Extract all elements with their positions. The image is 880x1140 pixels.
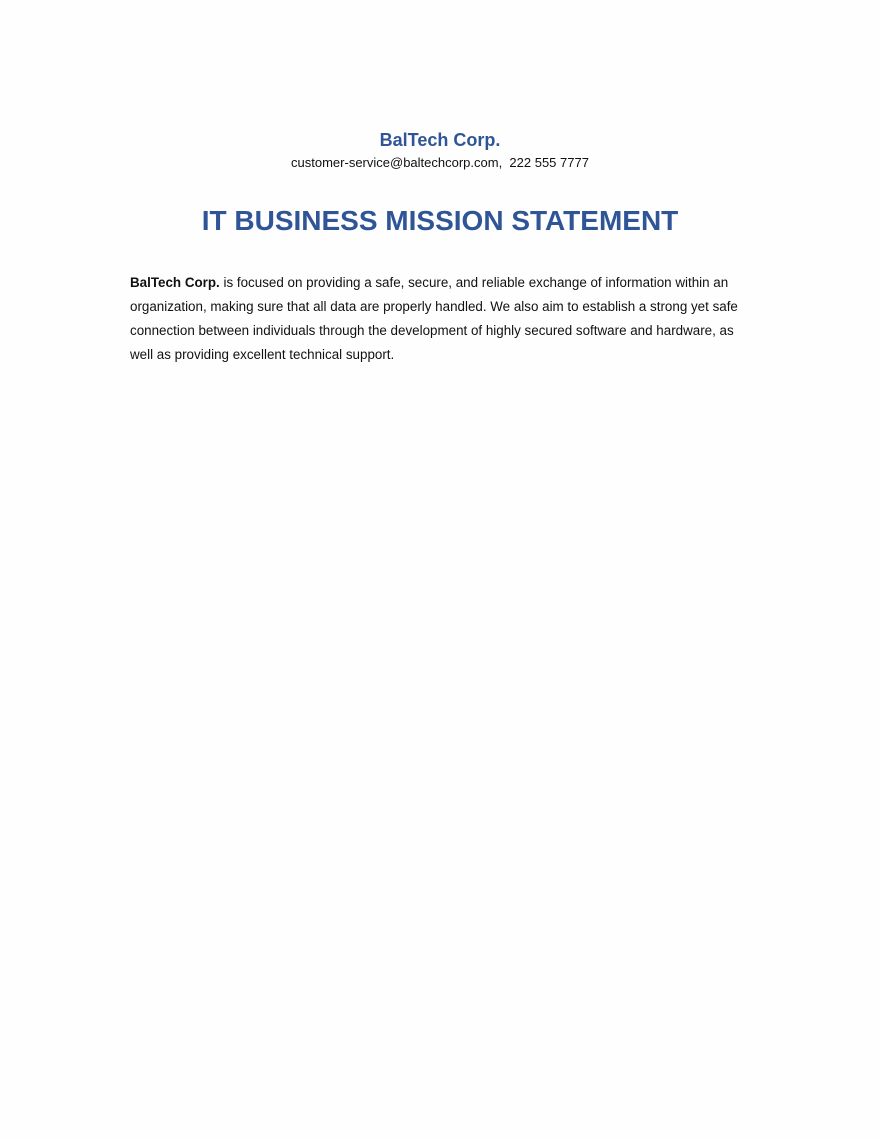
document-title: IT BUSINESS MISSION STATEMENT	[201, 205, 679, 236]
contact-phone: 222 555 7777	[509, 155, 589, 170]
mission-company-name: BalTech Corp.	[130, 275, 220, 290]
company-name: BalTech Corp.	[379, 130, 501, 150]
mission-paragraph	[130, 271, 760, 367]
mission-text: is focused on providing a safe, secure, and reliable exchange of information within an organization, making sure that all data are properly handled. We also aim to establish a strong yet safe connection between individuals through the development of highly secured software and hardware, as well as providing excellent technical support.	[130, 275, 738, 362]
contact-line	[0, 154, 880, 172]
contact-email: customer-service@baltechcorp.com,	[291, 155, 503, 170]
